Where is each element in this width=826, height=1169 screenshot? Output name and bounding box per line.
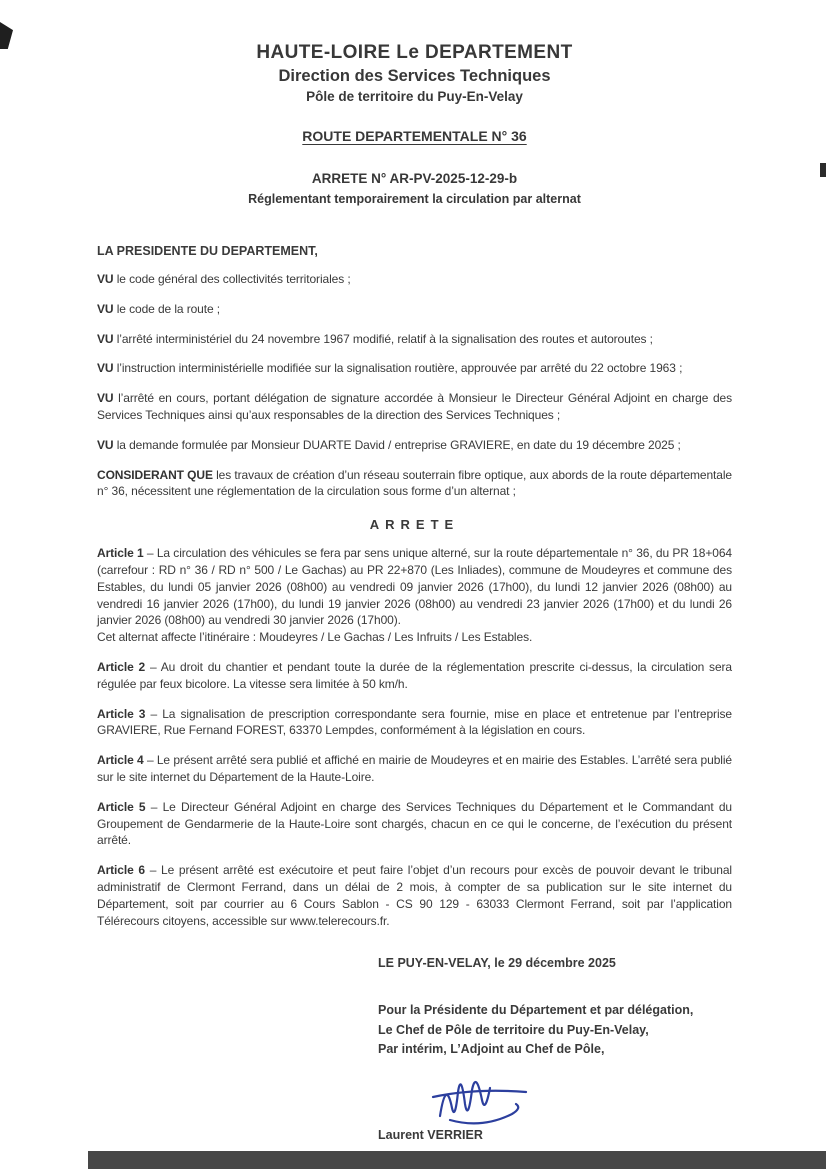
article-5-text: – Le Directeur Général Adjoint en charge des Services Techniques du Département et le Commandant du Groupement de Gendarmerie de la Haute-Loire sont chargés, chacun en ce qui le concerne, de l’exécution du présent arrêté. [97, 799, 732, 848]
vu-text: le code de la route ; [116, 301, 221, 316]
scan-artifact-right-edge [820, 163, 826, 177]
vu-label: VU [97, 331, 114, 346]
article-6-label: Article 6 [97, 863, 145, 878]
closing-block [378, 956, 732, 1142]
vu-item-3 [97, 331, 732, 348]
place-and-date: LE PUY-EN-VELAY, le 29 décembre 2025 [378, 956, 616, 971]
article-2-text: – Au droit du chantier et pendant toute la durée de la réglementation prescrite ci-dessus, la circulation sera régulée par feux bicolore. La vitesse sera limitée à 50 km/h. [97, 659, 733, 691]
vu-item-5 [97, 390, 732, 424]
signature-icon [430, 1064, 540, 1126]
article-5 [97, 799, 732, 849]
road-title: ROUTE DEPARTEMENTALE N° 36 [302, 128, 527, 144]
vu-text: la demande formulée par Monsieur DUARTE David / entreprise GRAVIERE, en date du 19 décembre 2025 ; [116, 437, 681, 452]
vu-item-2 [97, 301, 732, 318]
vu-label: VU [97, 272, 114, 286]
considerant-text: les travaux de création d’un réseau souterrain fibre optique, aux abords de la route départementale n° 36, nécessitent une réglementation de la circulation sous forme d’un alternat ; [97, 467, 733, 499]
vu-item-4 [97, 360, 732, 377]
vu-item-6 [97, 437, 732, 454]
signatory-name: Laurent VERRIER [378, 1128, 483, 1143]
article-1 [97, 545, 732, 629]
article-4 [97, 752, 732, 786]
vu-text: l’arrêté interministériel du 24 novembre 1967 modifié, relatif à la signalisation des routes et autoroutes ; [116, 331, 653, 346]
opening-line: LA PRESIDENTE DU DEPARTEMENT, [97, 244, 318, 258]
article-2-label: Article 2 [97, 659, 146, 674]
letterhead [97, 42, 732, 206]
considerant [97, 467, 732, 501]
article-6 [97, 862, 732, 929]
department-title: HAUTE-LOIRE Le DEPARTEMENT [256, 42, 573, 63]
article-1-text: – La circulation des véhicules se fera par sens unique alterné, sur la route départementale n° 36, du PR 18+064 (carrefour : RD n° 36 / RD n° 500 / Le Gachas) au PR 22+870 (Les Inliades), commune de Moudeyres et commune des Estables, du lundi 05 janvier 2026 (08h00) au vendredi 09 janvier 2026 (17h00), du lundi 12 janvier 2026 (08h00) au vendredi 16 janvier 2026 (17h00), du lundi 19 janvier 2026 (08h00) au vendredi 23 janvier 2026 (17h00) et du lundi 26 janvier 2026 (08h00) au vendredi 30 janvier 2026 (17h00). [97, 546, 732, 628]
vu-label: VU [97, 437, 114, 452]
pole-title: Pôle de territoire du Puy-En-Velay [306, 89, 523, 104]
article-1-label: Article 1 [97, 546, 144, 561]
article-3-text: – La signalisation de prescription correspondante sera fournie, mise en place et entretenue par l’entreprise GRAVIERE, Rue Fernand FOREST, 63370 Lempdes, conformément à la législation en cours. [97, 706, 732, 738]
delegation-line-1: Pour la Présidente du Département et par délégation, [378, 1003, 694, 1018]
scan-artifact-bottom-bar [88, 1151, 826, 1169]
vu-label: VU [97, 301, 114, 316]
arrete-number: ARRETE N° AR-PV-2025-12-29-b [311, 171, 518, 186]
article-6-text: – Le présent arrêté est exécutoire et peut faire l’objet d’un recours pour excès de pouvoir devant le tribunal administratif de Clermont Ferrand, dans un délai de 2 mois, à compter de sa publication sur le site internet du Département, soit par courrier au 6 Cours Sablon - CS 90 129 - 63033 Clermont Ferrand, soit par l’application Télérecours citoyens, accessible sur www.telerecours.fr. [97, 863, 732, 928]
delegation-line-2: Le Chef de Pôle de territoire du Puy-En-Velay, [378, 1022, 649, 1037]
article-3 [97, 706, 732, 740]
delegation-lines [378, 1001, 732, 1059]
vu-label: VU [97, 361, 114, 376]
handwritten-signature [430, 1064, 732, 1126]
vu-item-1 [97, 271, 732, 288]
direction-title: Direction des Services Techniques [278, 67, 551, 85]
delegation-line-3: Par intérim, L’Adjoint au Chef de Pôle, [378, 1042, 605, 1057]
arrete-heading: ARRETE [369, 517, 460, 533]
article-5-label: Article 5 [97, 799, 146, 814]
vu-text: l’arrêté en cours, portant délégation de signature accordée à Monsieur le Directeur Général Adjoint en charge des Services Techniques ainsi qu’aux responsables de la direction des Services Techniques ; [97, 391, 732, 422]
article-2 [97, 659, 732, 693]
vu-text: l’instruction interministérielle modifiée sur la signalisation routière, approuvée par arrêté du 22 octobre 1963 ; [116, 361, 683, 376]
vu-label: VU [97, 391, 114, 406]
article-1-continuation: Cet alternat affecte l’itinéraire : Moudeyres / Le Gachas / Les Infruits / Les Estables. [97, 630, 533, 645]
article-4-text: – Le présent arrêté sera publié et affiché en mairie de Moudeyres et en mairie des Estables. L’arrêté sera publié sur le site internet du Département de la Haute-Loire. [97, 753, 732, 784]
vu-text: le code général des collectivités territoriales ; [116, 272, 351, 286]
article-4-label: Article 4 [97, 753, 144, 768]
article-3-label: Article 3 [97, 706, 146, 721]
arrete-subtitle: Réglementant temporairement la circulation par alternat [248, 192, 581, 206]
considerant-label: CONSIDERANT QUE [97, 467, 213, 482]
